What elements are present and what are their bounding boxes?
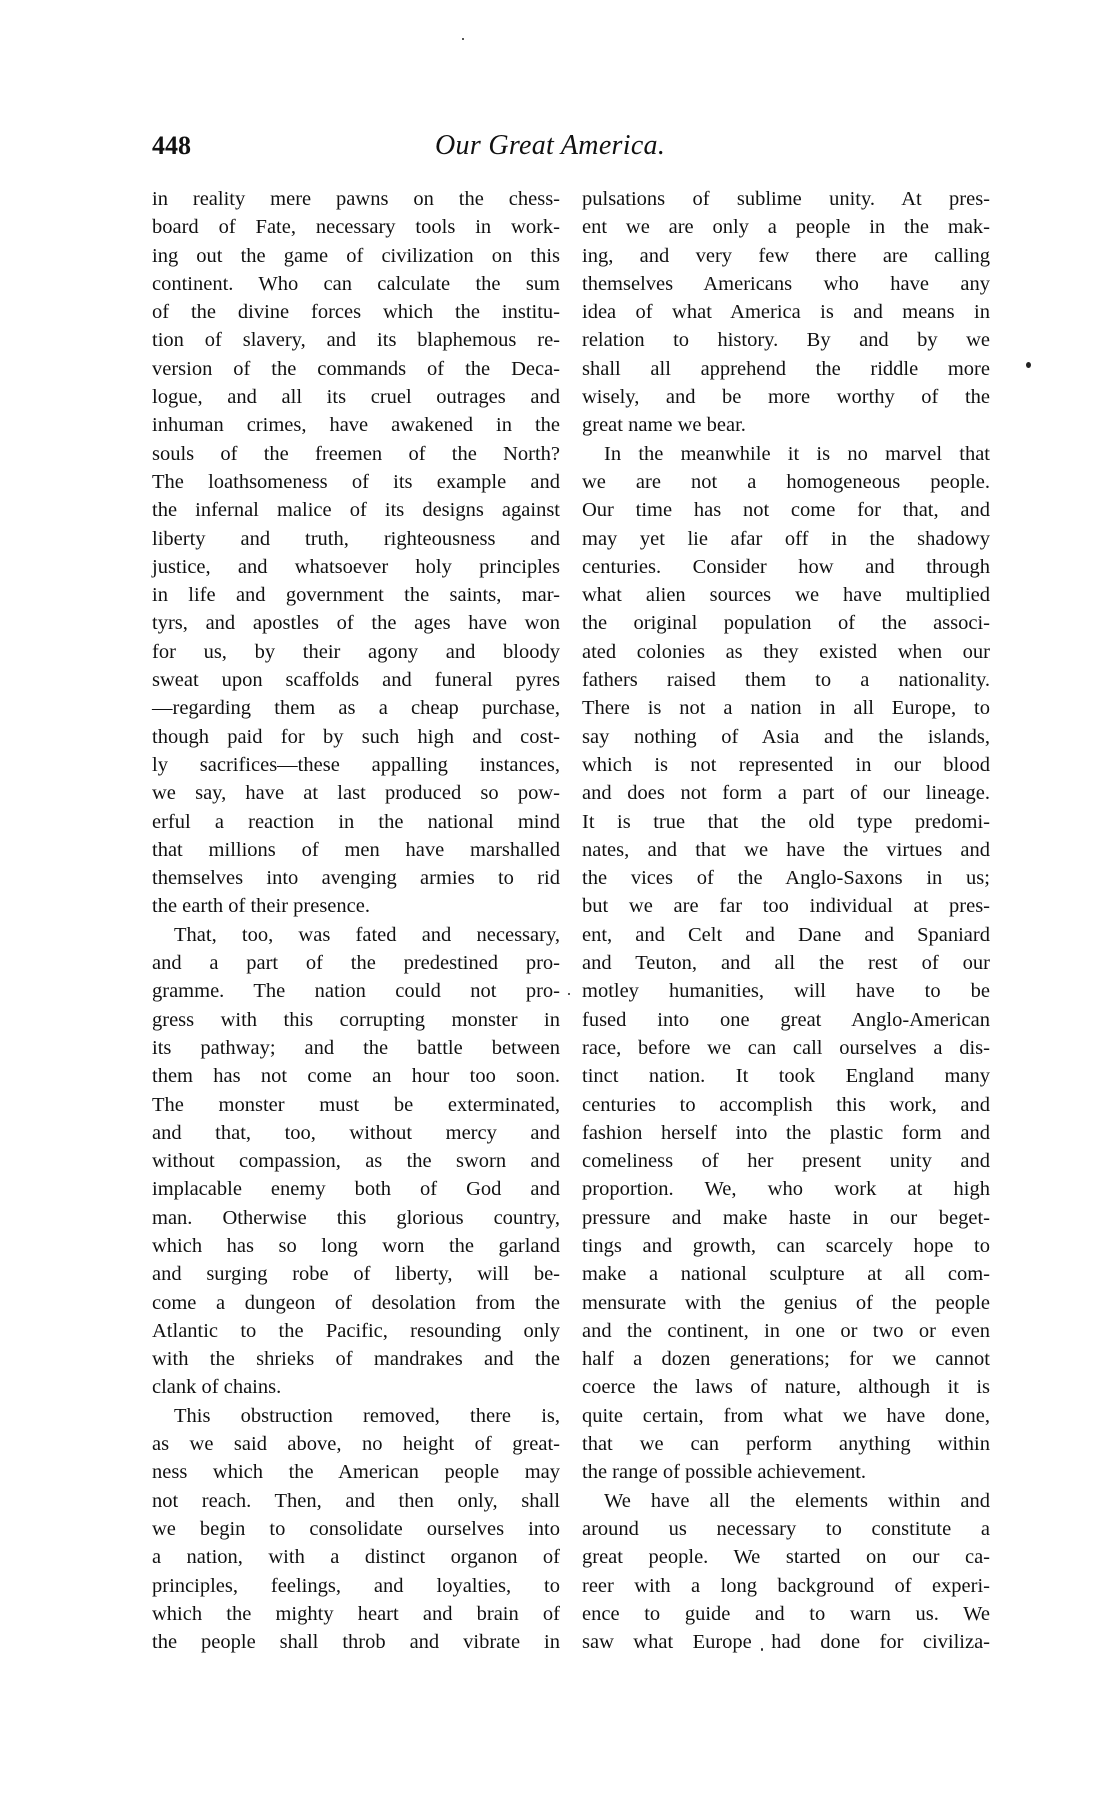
text-line: man. Otherwise this glorious country, [152,1206,560,1229]
text-line: mensurate with the genius of the people [582,1291,990,1314]
text-line: sweat upon scaffolds and funeral pyres [152,669,560,692]
text-line: around us necessary to constitute a [582,1517,990,1540]
text-line: idea of what America is and means in [582,301,990,324]
text-line: the infernal malice of its designs against [152,499,560,522]
text-line: that millions of men have marshalled [152,838,560,861]
text-line: board of Fate, necessary tools in work- [152,216,560,239]
text-line: its pathway; and the battle between [152,1036,560,1059]
text-line: for us, by their agony and bloody [152,640,560,663]
text-line: nates, and that we have the virtues and [582,838,990,861]
text-line: ence to guide and to warn us. We [582,1602,990,1625]
scan-artifact-mark [1026,362,1031,368]
text-line: shall all apprehend the riddle more [582,357,990,380]
text-line: ing, and very few there are calling [582,244,990,267]
text-line: half a dozen generations; for we cannot [582,1348,990,1371]
text-line: in life and government the saints, mar- [152,584,560,607]
text-line: tion of slavery, and its blaphemous re- [152,329,560,352]
text-line: we say, have at last produced so pow- [152,782,560,805]
text-line: gress with this corrupting monster in [152,1008,560,1031]
text-line: as we said above, no height of great- [152,1433,560,1456]
text-line: The loathsomeness of its example and [152,470,560,493]
text-line: principles, feelings, and loyalties, to [152,1574,560,1597]
text-line: There is not a nation in all Europe, to [582,697,990,720]
text-line: them has not come an hour too soon. [152,1065,560,1088]
text-line: and that, too, without mercy and [152,1121,560,1144]
text-line: justice, and whatsoever holy principles [152,555,560,578]
paragraph-end-line: great name we bear. [582,414,746,437]
text-line: make a national sculpture at all com- [582,1263,990,1286]
text-line: race, before we can call ourselves a dis- [582,1036,990,1059]
text-line: not reach. Then, and then only, shall [152,1489,560,1512]
text-line: ent we are only a people in the mak- [582,216,990,239]
text-line: ing out the game of civilization on this [152,244,560,267]
text-line: great people. We started on our ca- [582,1546,990,1569]
text-line: Our time has not come for that, and [582,499,990,522]
text-line: proportion. We, who work at high [582,1178,990,1201]
text-line: logue, and all its cruel outrages and [152,386,560,409]
text-line: Atlantic to the Pacific, resounding only [152,1319,560,1342]
right-text-column [582,185,990,1656]
text-line: tinct nation. It took England many [582,1065,990,1088]
text-line: fused into one great Anglo-American [582,1008,990,1031]
text-line: centuries to accomplish this work, and [582,1093,990,1116]
text-line: but we are far too individual at pres- [582,895,990,918]
text-line: may yet lie afar off in the shadowy [582,527,990,550]
text-line: and the continent, in one or two or even [582,1319,990,1342]
text-line: gramme. The nation could not pro- [152,980,560,1003]
text-line: It is true that the old type predomi- [582,810,990,833]
text-line: relation to history. By and by we [582,329,990,352]
text-line: souls of the freemen of the North? [152,442,560,465]
paragraph-end-line: clank of chains. [152,1376,282,1399]
text-line: in reality mere pawns on the chess- [152,188,560,210]
text-line: what alien sources we have multiplied [582,584,990,607]
text-line: of the divine forces which the institu- [152,301,560,324]
text-line: fathers raised them to a nationality. [582,669,990,692]
text-line: with the shrieks of mandrakes and the [152,1348,560,1371]
text-line: the original population of the associ- [582,612,990,635]
text-line: motley humanities, will have to be [582,980,990,1003]
text-line: wisely, and be more worthy of the [582,386,990,409]
text-line: ness which the American people may [152,1461,560,1484]
text-line: —regarding them as a cheap purchase, [152,697,560,720]
text-line: ly sacrifices—these appalling instances, [152,753,560,776]
paragraph-end-line: the earth of their presence. [152,895,370,918]
text-line: which has so long worn the garland [152,1234,560,1257]
page-number: 448 [152,131,191,160]
text-line: without compassion, as the sworn and [152,1150,560,1173]
text-line: and a part of the predestined pro- [152,952,560,975]
text-line: the vices of the Anglo-Saxons in us; [582,867,990,890]
paragraph-start-line: This obstruction removed, there is, [174,1404,560,1427]
text-line: centuries. Consider how and through [582,555,990,578]
text-line: ated colonies as they existed when our [582,640,990,663]
text-line: and surging robe of liberty, will be- [152,1263,560,1286]
text-line: erful a reaction in the national mind [152,810,560,833]
text-line: we are not a homogeneous people. [582,470,990,493]
text-line: pulsations of sublime unity. At pres- [582,188,990,210]
text-line: The monster must be exterminated, [152,1093,560,1116]
text-line: we begin to consolidate ourselves into [152,1517,560,1540]
paragraph-end-line: the range of possible achievement. [582,1461,867,1484]
left-text-column [152,185,560,1656]
text-line: say nothing of Asia and the islands, [582,725,990,748]
text-line: comeliness of her present unity and [582,1150,990,1173]
text-line: themselves into avenging armies to rid [152,867,560,890]
scan-artifact-dot [568,993,570,995]
running-head [152,128,992,164]
paragraph-start-line: That, too, was fated and necessary, [174,923,560,946]
text-line: though paid for by such high and cost- [152,725,560,748]
text-line: ent, and Celt and Dane and Spaniard [582,923,990,946]
text-line: that we can perform anything within [582,1433,990,1456]
running-title: Our Great America. [435,130,666,161]
text-line: tyrs, and apostles of the ages have won [152,612,560,635]
text-line: coerce the laws of nature, although it is [582,1376,990,1399]
text-line: which the mighty heart and brain of [152,1602,560,1625]
scan-artifact-dot [462,38,464,40]
text-line: implacable enemy both of God and [152,1178,560,1201]
text-line: the people shall throb and vibrate in [152,1631,560,1654]
text-line: saw what Europe had done for civiliza- [582,1631,990,1654]
text-line: quite certain, from what we have done, [582,1404,990,1427]
paragraph-start-line: We have all the elements within and [604,1489,990,1512]
text-line: and Teuton, and all the rest of our [582,952,990,975]
text-line: tings and growth, can scarcely hope to [582,1234,990,1257]
text-line: continent. Who can calculate the sum [152,272,560,295]
text-line: themselves Americans who have any [582,272,990,295]
text-line: and does not form a part of our lineage. [582,782,990,805]
paragraph-start-line: In the meanwhile it is no marvel that [604,442,990,465]
text-line: liberty and truth, righteousness and [152,527,560,550]
text-line: pressure and make haste in our beget- [582,1206,990,1229]
text-line: version of the commands of the Deca- [152,357,560,380]
text-line: fashion herself into the plastic form and [582,1121,990,1144]
text-line: reer with a long background of experi- [582,1574,990,1597]
text-line: a nation, with a distinct organon of [152,1546,560,1569]
text-line: come a dungeon of desolation from the [152,1291,560,1314]
text-line: which is not represented in our blood [582,753,990,776]
text-line: inhuman crimes, have awakened in the [152,414,560,437]
